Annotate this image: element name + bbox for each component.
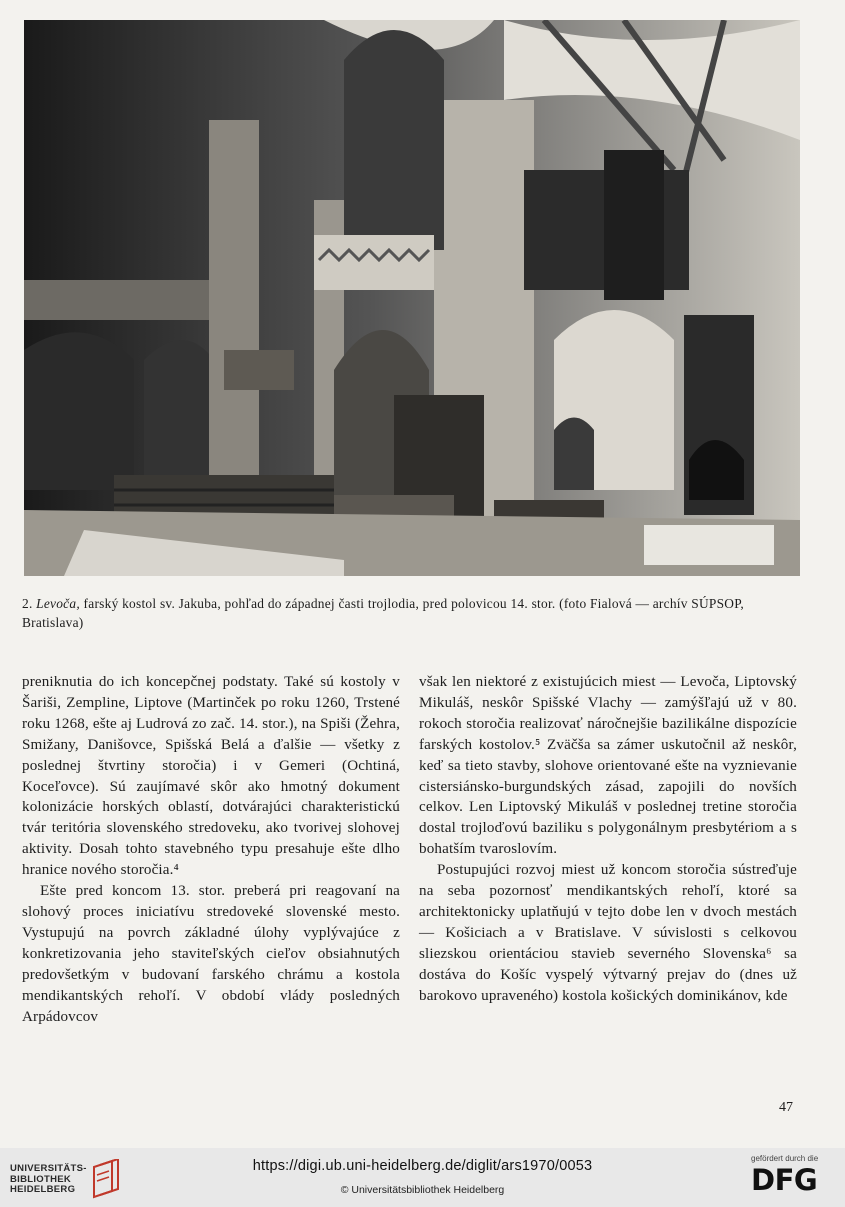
left-paragraph-2: Ešte pred koncom 13. stor. preberá pri reagovaní na slohový proces iniciatívu stredoveké slovenské mesto. Vystupujú na povrch základné úlohy vyplývajúce z konkretizovania jeho staviteľských cieľov obsiahnutých predovšetkým v budovaní farského chrámu a kostola mendikantských rehoľí. V období vlády posledných Arpádovcov	[22, 883, 400, 1025]
right-paragraph-2: Postupujúci rozvoj miest už koncom storočia sústreďuje na seba pozornosť mendikantských rehoľí, ktoré sa architektonicky uplatňujú v tejto dobe len v dvoch mestách — Košiciach a v Bratislave. V súvislosti s celkovou sliezskou orientáciou stavieb severného Slovenska⁶ sa dostáva do Košíc vyspelý výtvarný prejav do (dnes už barokovo upraveného) kostola košických dominikánov, kde	[419, 862, 797, 1004]
church-interior-photo	[24, 20, 800, 576]
logo-line-2: BIBLIOTHEK	[10, 1173, 72, 1185]
dfg-funding-note: gefördert durch die	[751, 1154, 819, 1163]
caption-place: Levoča,	[36, 596, 80, 611]
left-paragraph-1: preniknutia do ich koncepčnej podstaty. Také sú kostoly v Šariši, Zempline, Liptove (Martinček po roku 1260, Trstené roku 1268, ešte aj Ludrová zo zač. 14. stor.), na Spiši (Žehra, Smižany, Danišovce, Spišská Belá a ďalšie — všetky z poslednej štvrtiny storočia) i v Gemeri (Ochtiná, Koceľovce). Sú zaujímavé skôr ako hmotný dokument kolonizácie horských oblastí, dotvárajúci charakteristickú tvár teritória slovenského stredoveku, ako tvorivej slohovej aktivity. Dosah tohto stavebného typu presahuje ešte dlho hranice nového storočia.⁴	[22, 674, 400, 879]
logo-line-3: HEIDELBERG	[10, 1184, 76, 1195]
logo-line-1: UNIVERSITÄTS-	[10, 1163, 87, 1174]
dfg-logo[interactable]: DFG	[751, 1163, 818, 1197]
right-paragraph-1: však len niektoré z existujúcich miest — Levoča, Liptovský Mikuláš, neskôr Spišské Vlachy — zamýšľajú už v 80. rokoch storočia realizovať náročnejšie bazilikálne dispozície farských kostolov.⁵ Zväčša sa zámer uskutočnil až neskôr, keď sa tieto stavby, slohove orientované ešte na vyznievanie cistersiánsko-burgundských zásad, zapojili do novších celkov. Len Liptovský Mikuláš v poslednej tretine storočia dostal trojloďovú baziliku s polygonálnym presbytériom a s bohatším tvaroslovím.	[419, 674, 797, 858]
caption-number: 2.	[22, 596, 33, 611]
figure-caption	[22, 594, 802, 632]
caption-text: farský kostol sv. Jakuba, pohľad do západnej časti trojlodia, pred polovicou 14. stor. (foto Fialová — archív SÚPSOP, Bratislava)	[22, 596, 745, 630]
right-text-column	[419, 672, 797, 1007]
footer-bar	[0, 1148, 845, 1207]
permalink-url[interactable]: https://digi.ub.uni-heidelberg.de/diglit/ars1970/0053	[252, 1158, 593, 1174]
page-number: 47	[779, 1100, 793, 1115]
left-text-column	[22, 672, 400, 1027]
copyright-notice: © Universitätsbibliothek Heidelberg	[340, 1184, 505, 1196]
photo-illustration	[24, 20, 800, 576]
